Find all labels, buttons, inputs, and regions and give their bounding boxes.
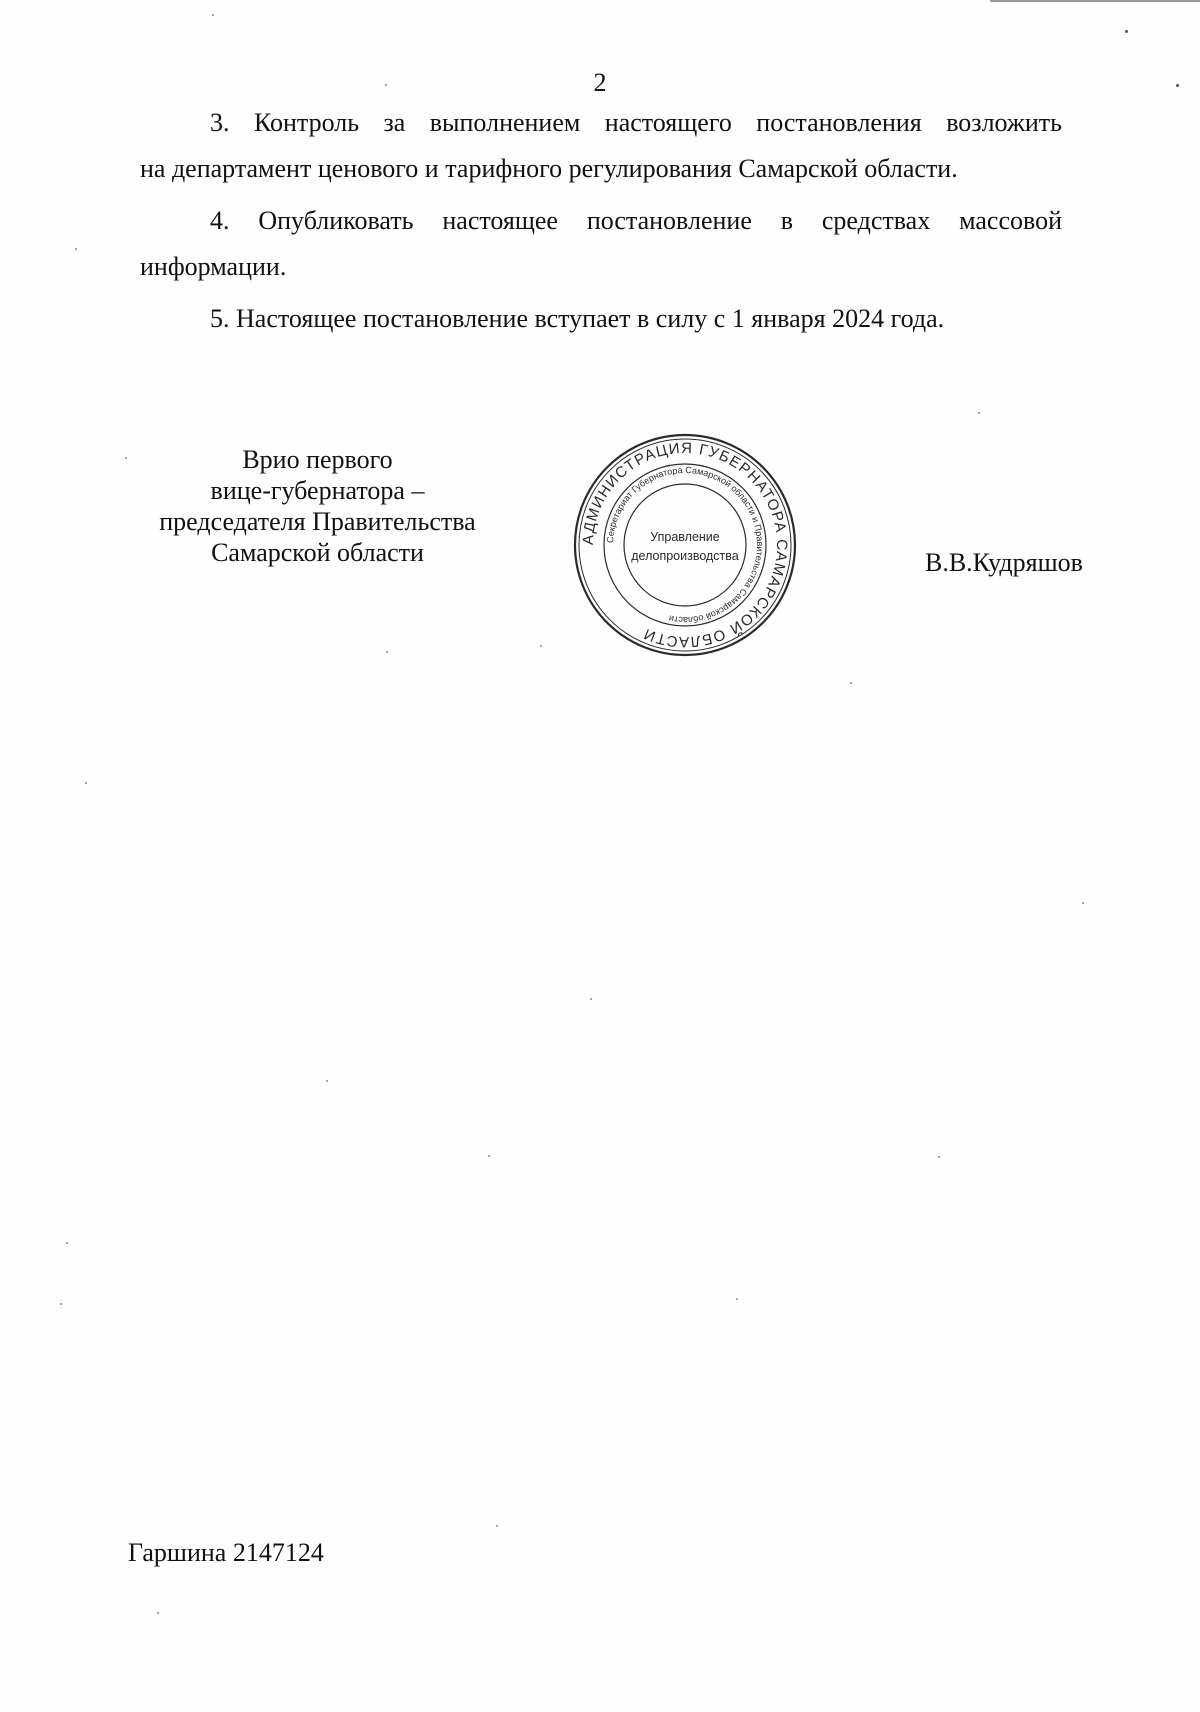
- scan-speck: [60, 1303, 62, 1305]
- scan-speck: [938, 1156, 940, 1158]
- scan-speck: [496, 1525, 498, 1527]
- stamp-inner-ring: [624, 484, 746, 606]
- scan-speck: [125, 457, 127, 459]
- scan-speck: [1125, 30, 1128, 33]
- signer-name: В.В.Кудряшов: [925, 548, 1083, 577]
- scan-speck: [540, 645, 542, 647]
- scan-speck: [326, 1080, 328, 1082]
- stamp-center-line: Управление: [650, 530, 720, 544]
- scan-speck: [66, 1242, 68, 1244]
- signer-position-line: вице-губернатора –: [210, 476, 425, 505]
- paragraph-4-continuation: информации.: [140, 252, 287, 281]
- scan-speck: [75, 248, 77, 250]
- scan-edge-line: [990, 0, 1200, 2]
- scan-speck: [736, 1298, 738, 1300]
- paragraph-3-first-line: 3. Контроль за выполнением настоящего постановления возложить: [210, 108, 1062, 137]
- page-number: 2: [593, 68, 607, 97]
- paragraph-3: [140, 100, 1062, 192]
- scan-speck: [590, 998, 592, 1000]
- stamp-center-line: делопроизводства: [631, 549, 739, 563]
- paragraph-4-first-line: 4. Опубликовать настоящее постановление в средствах массовой: [210, 206, 1062, 235]
- paragraph-3-continuation: на департамент ценового и тарифного регулирования Самарской области.: [140, 154, 958, 183]
- scan-speck: [1082, 902, 1084, 904]
- scan-speck: [386, 651, 388, 653]
- scan-speck: [978, 412, 980, 414]
- stamp-inner-ring-text-path: Секретариат Губернатора Самарской области и Правительства Самарской области: [604, 464, 766, 626]
- scan-speck: [488, 1155, 490, 1157]
- scan-speck: [85, 782, 87, 784]
- scan-speck: [157, 1612, 159, 1614]
- scan-speck: [850, 682, 852, 684]
- scan-speck: [212, 14, 214, 16]
- signer-position: [145, 444, 490, 568]
- paragraph-5: 5. Настоящее постановление вступает в силу с 1 января 2024 года.: [210, 304, 945, 333]
- paragraph-4: [140, 198, 1062, 290]
- signer-position-line: председателя Правительства: [159, 507, 476, 536]
- stamp-middle-ring: [604, 464, 766, 626]
- stamp-inner-ring-text: [605, 465, 765, 625]
- official-stamp: [570, 430, 800, 660]
- signer-position-line: Врио первого: [242, 445, 393, 474]
- stamp-outer-text-path: АДМИНИСТРАЦИЯ ГУБЕРНАТОРА САМАРСКОЙ ОБЛАСТИ: [579, 439, 791, 651]
- signer-position-line: Самарской области: [211, 538, 424, 567]
- executor-contact: Гаршина 2147124: [128, 1538, 324, 1567]
